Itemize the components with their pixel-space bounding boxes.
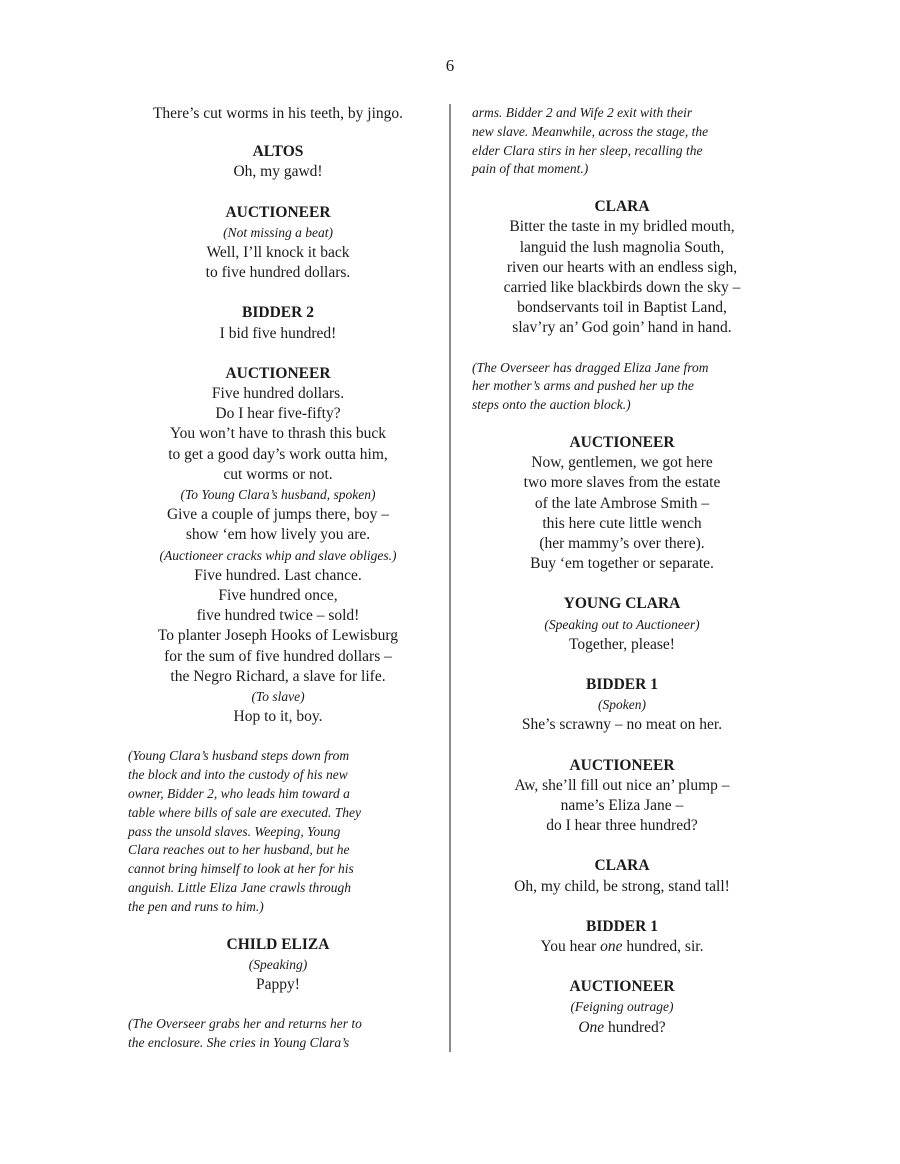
dialogue-line: Five hundred dollars.	[211, 385, 345, 403]
stage-direction-line: pass the unsold slaves. Weeping, Young	[128, 823, 341, 839]
right-column	[472, 104, 772, 1038]
dialogue-text: You hear	[540, 938, 601, 956]
speaker-name: ALTOS	[252, 143, 304, 161]
dialogue-line: Oh, my child, be strong, stand tall!	[514, 877, 730, 895]
speaker-name: BIDDER 1	[586, 917, 658, 935]
stage-direction-line: Clara reaches out to her husband, but he	[128, 842, 350, 858]
dialogue-line: carried like blackbirds down the sky –	[503, 279, 741, 296]
stage-direction-line: steps onto the auction block.)	[472, 397, 631, 413]
stage-direction-inline: (Auctioneer cracks whip and slave obliges.)	[159, 547, 397, 563]
speaker-name: BIDDER 2	[242, 304, 314, 322]
dialogue-line: the Negro Richard, a slave for life.	[170, 667, 386, 685]
stage-direction-inline: (Feigning outrage)	[570, 999, 674, 1015]
stage-direction-line: the enclosure. She cries in Young Clara’s	[128, 1035, 350, 1051]
dialogue-line: Pappy!	[256, 976, 300, 994]
dialogue-line	[472, 937, 772, 957]
stage-direction-line: arms. Bidder 2 and Wife 2 exit with their	[472, 105, 693, 120]
stage-direction-block	[128, 747, 428, 916]
stage-direction-line: (Young Clara’s husband steps down from	[128, 748, 350, 764]
dialogue-line: I bid five hundred!	[219, 324, 337, 342]
speaker-name: AUCTIONEER	[225, 203, 331, 221]
stage-direction-inline: (Spoken)	[598, 697, 646, 713]
speaker-name: CLARA	[594, 198, 650, 216]
stage-direction-inline: (To slave)	[251, 689, 305, 705]
stage-direction-block	[472, 359, 772, 415]
stage-direction-line: (The Overseer grabs her and returns her to	[128, 1016, 362, 1032]
dialogue-line: Five hundred. Last chance.	[194, 566, 362, 584]
stage-direction-line: new slave. Meanwhile, across the stage, the	[472, 123, 709, 139]
stage-direction-inline: (Speaking out to Auctioneer)	[544, 616, 700, 632]
dialogue-line: bondservants toil in Baptist Land,	[517, 299, 727, 317]
speaker-name: BIDDER 1	[586, 676, 658, 694]
speaker-name: AUCTIONEER	[225, 364, 331, 382]
stage-direction-line: pain of that moment.)	[472, 161, 589, 177]
dialogue-line: to get a good day’s work outta him,	[168, 445, 388, 463]
dialogue-line: Together, please!	[569, 635, 675, 653]
stage-direction-line: (The Overseer has dragged Eliza Jane from	[472, 359, 709, 375]
emphasis-text: one	[600, 938, 623, 956]
dialogue-line: Bitter the taste in my bridled mouth,	[509, 218, 735, 236]
dialogue-line: this here cute little wench	[542, 514, 702, 532]
dialogue-line: (her mammy’s over there).	[539, 535, 705, 553]
dialogue-line: Buy ‘em together or separate.	[530, 555, 714, 573]
dialogue-line: She’s scrawny – no meat on her.	[521, 716, 723, 734]
stage-direction-line: owner, Bidder 2, who leads him toward a	[128, 786, 350, 802]
dialogue-line: of the late Ambrose Smith –	[534, 494, 710, 512]
stage-direction-line: her mother’s arms and pushed her up the	[472, 378, 694, 394]
stage-direction-line: the pen and runs to him.)	[128, 898, 264, 914]
dialogue-line: Aw, she’ll fill out nice an’ plump –	[514, 776, 730, 794]
stage-direction-line: the block and into the custody of his new	[128, 767, 348, 783]
speaker-name: CHILD ELIZA	[226, 935, 330, 953]
emphasis-text: One	[578, 1018, 605, 1036]
dialogue-line: You won’t have to thrash this buck	[170, 425, 386, 443]
stage-direction-inline: (Speaking)	[248, 956, 308, 972]
stage-direction-line: table where bills of sale are executed. They	[128, 804, 361, 820]
dialogue-line: Do I hear five-fifty?	[215, 405, 341, 423]
column-divider	[449, 104, 451, 1052]
dialogue-line: Now, gentlemen, we got here	[531, 454, 713, 472]
speaker-name: AUCTIONEER	[569, 978, 675, 996]
dialogue-text: hundred?	[604, 1018, 666, 1036]
left-column	[128, 104, 428, 1053]
speaker-name: CLARA	[594, 857, 650, 875]
dialogue-line: show ‘em how lively you are.	[185, 526, 371, 544]
dialogue-line: name’s Eliza Jane –	[560, 797, 684, 815]
speaker-name: AUCTIONEER	[569, 756, 675, 774]
stage-direction-line: anguish. Little Eliza Jane crawls through	[128, 880, 352, 896]
dialogue-line: There’s cut worms in his teeth, by jingo.	[152, 105, 404, 122]
dialogue-line: Five hundred once,	[218, 587, 338, 605]
speaker-name: YOUNG CLARA	[563, 595, 681, 613]
stage-direction-line: elder Clara stirs in her sleep, recalling the	[472, 142, 703, 158]
dialogue-line	[472, 1018, 772, 1038]
stage-direction-block	[128, 1015, 428, 1053]
dialogue-line: riven our hearts with an endless sigh,	[506, 258, 738, 276]
dialogue-line: five hundred twice – sold!	[196, 607, 360, 625]
dialogue-line: to five hundred dollars.	[205, 264, 351, 282]
dialogue-line: slav’ry an’ God goin’ hand in hand.	[512, 319, 732, 337]
dialogue-line: for the sum of five hundred dollars –	[164, 647, 392, 665]
dialogue-line: cut worms or not.	[223, 465, 333, 483]
stage-direction-line: cannot bring himself to look at her for his	[128, 861, 354, 877]
dialogue-line: To planter Joseph Hooks of Lewisburg	[157, 627, 399, 645]
dialogue-line: languid the lush magnolia South,	[519, 238, 725, 256]
dialogue-line: two more slaves from the estate	[523, 474, 721, 492]
stage-direction-block	[472, 104, 772, 179]
dialogue-line: Hop to it, boy.	[233, 708, 323, 726]
speaker-name: AUCTIONEER	[569, 434, 675, 451]
stage-direction-inline: (Not missing a beat)	[223, 224, 333, 240]
page-number: 6	[445, 56, 455, 75]
dialogue-line: Give a couple of jumps there, boy –	[166, 506, 390, 524]
dialogue-line: do I hear three hundred?	[546, 817, 698, 835]
stage-direction-inline: (To Young Clara’s husband, spoken)	[180, 487, 376, 503]
dialogue-text: hundred, sir.	[622, 938, 704, 956]
dialogue-line: Well, I’ll knock it back	[206, 244, 350, 262]
dialogue-line: Oh, my gawd!	[233, 163, 323, 181]
